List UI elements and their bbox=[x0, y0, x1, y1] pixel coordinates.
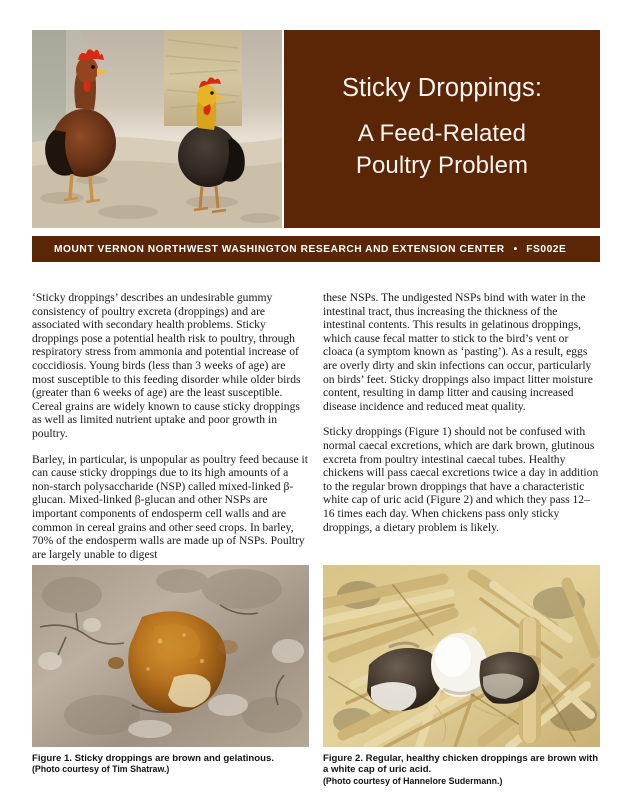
bullet-separator-icon: • bbox=[513, 243, 518, 255]
publication-id-label: FS002E bbox=[526, 243, 567, 255]
dropping-cluster-white-cap bbox=[431, 633, 487, 697]
paragraph: these NSPs. The undigested NSPs bind with water in the intestinal tract, thus increasing the thickness of the intestinal contents. This results in gelatinous droppings, which cause fecal matter to stick to the bird’s vent or cloaca (a symptom known as ‘pasting’). As a result, eggs are overly dirty and skin infections can occur, particularly on birds’ feet. Sticky droppings also impact litter moisture content, resulting in damp litter and causing increased disease incidence and reduced meat quality. bbox=[323, 291, 593, 413]
hero-chickens-photo bbox=[32, 30, 282, 228]
article-body bbox=[32, 291, 600, 561]
publication-banner bbox=[32, 236, 600, 262]
body-column-right bbox=[323, 291, 600, 561]
page-subtitle-line-1: A Feed-Related bbox=[357, 119, 527, 147]
figure-1 bbox=[32, 565, 309, 786]
center-name-label: MOUNT VERNON NORTHWEST WASHINGTON RESEARCH AND EXTENSION CENTER bbox=[54, 243, 505, 255]
figure-1-credit: (Photo courtesy of Tim Shatraw.) bbox=[32, 764, 170, 775]
figure-2-credit: (Photo courtesy of Hannelore Sudermann.) bbox=[323, 775, 503, 786]
figure-row bbox=[32, 565, 600, 786]
figure-2-caption: Figure 2. Regular, healthy chicken droppings are brown with a white cap of uric acid. bbox=[323, 753, 599, 776]
title-block bbox=[284, 30, 600, 228]
hero-photo-graphic bbox=[32, 30, 282, 228]
figure-1-caption: Figure 1. Sticky droppings are brown and gelatinous. bbox=[32, 753, 275, 764]
sticky-droppings-photo-graphic bbox=[32, 565, 309, 747]
paragraph: ‘Sticky droppings’ describes an undesirable gummy consistency of poultry excreta (droppings) and are associated with secondary health problems. Sticky droppings pose a potential health risk to poultry, through respiratory stress from ammonia and potential increase of coccidiosis. Young birds (less than 3 weeks of age) are most susceptible to this feeding disorder while older birds (greater than 6 weeks of age) are the least susceptible. Cereal grains are widely known to cause sticky droppings as well as limited nutrient uptake and poor growth in poultry. bbox=[32, 291, 301, 440]
figure-1-photo bbox=[32, 565, 309, 747]
page-title: Sticky Droppings: bbox=[341, 74, 543, 103]
figure-2-photo bbox=[323, 565, 600, 747]
figure-2 bbox=[323, 565, 600, 786]
healthy-droppings-photo-graphic bbox=[323, 565, 600, 747]
body-column-left bbox=[32, 291, 309, 561]
paragraph: Barley, in particular, is unpopular as poultry feed because it can cause sticky droppings due to its high amounts of a non-starch polysaccharide (NSP) called mixed-linked β-glucan. Mixed-linked β-glucan and other NSPs are important components of endosperm cell walls and are common in cereal grains and other seed crops. In barley, 70% of the endosperm walls are made up of NSPs. Poultry are largely unable to digest bbox=[32, 452, 308, 561]
paragraph: Sticky droppings (Figure 1) should not be confused with normal caecal excretions, which are dark brown, glutinous excreta from poultry intestinal caecal tubes. Healthy chickens will pass caecal excretions twice a day in addition to the regular brown droppings that have a characteristic white cap of uric acid (Figure 2) and which they pass 12–16 times each day. When chickens pass only sticky droppings, a dietary problem is likely. bbox=[323, 425, 599, 534]
document-header bbox=[32, 30, 600, 228]
page-subtitle-line-2: Poultry Problem bbox=[355, 151, 529, 179]
